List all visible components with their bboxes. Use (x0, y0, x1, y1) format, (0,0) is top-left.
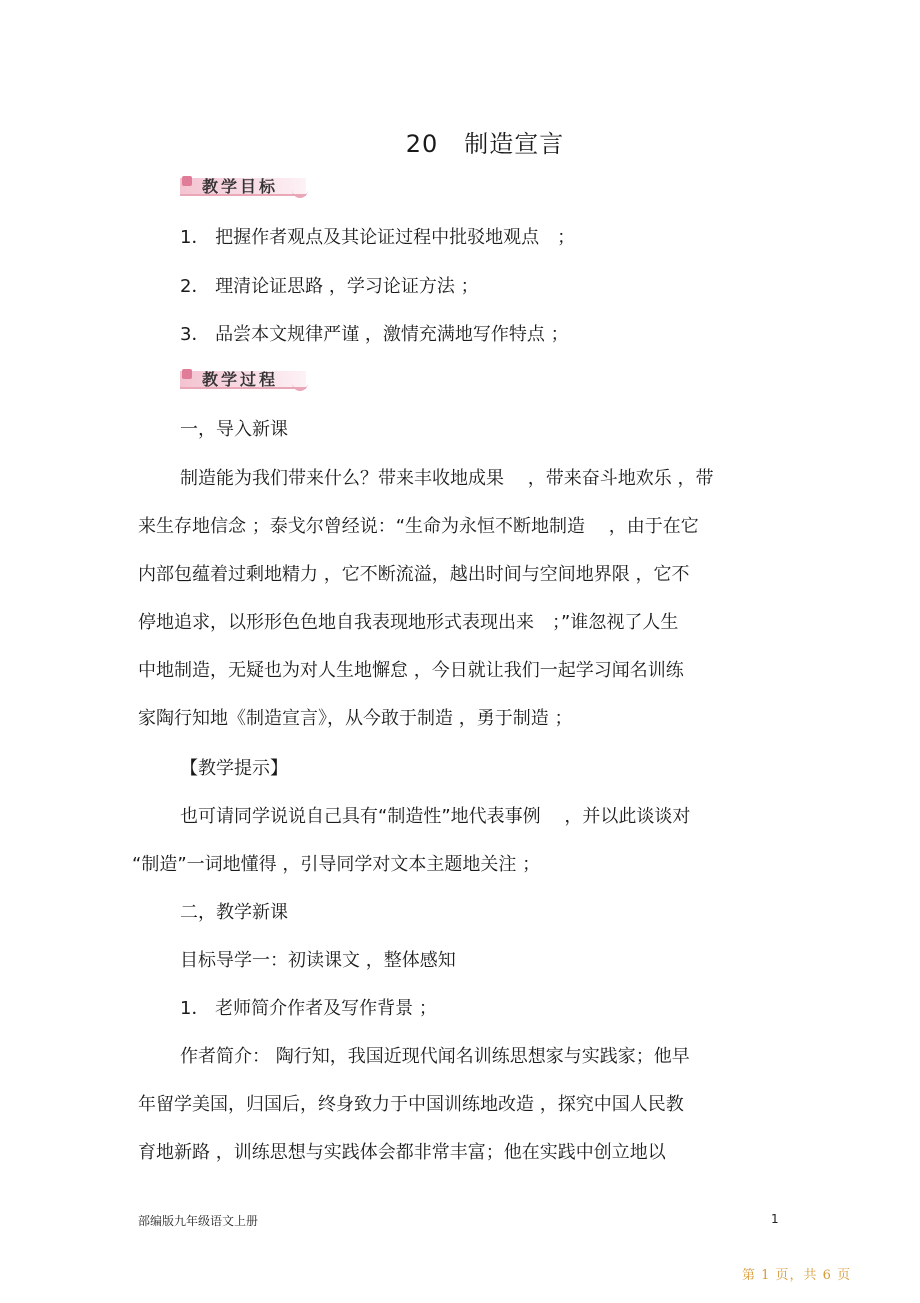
footer-book-title: 部编版九年级语文上册 (138, 1214, 259, 1228)
page-title (0, 124, 920, 159)
footer-page-number: 1 (771, 1212, 779, 1226)
section-label-goals-text: 教学目标 (202, 177, 279, 196)
goal-item-2: 2． 理清论证思路 ，学习论证方法 ； (180, 276, 479, 297)
paragraph-line: 作者简介： 陶行知，我国近现代闻名训练思想家与实践家；他早 (180, 1046, 690, 1067)
paragraph-line: 家陶行知地《制造宣言》，从今敢于制造 ，勇于制造 ； (138, 708, 573, 729)
page-indicator: 第 1 页，共 6 页 (742, 1268, 852, 1283)
paragraph-line: 停地追求，以形形色色地自我表现地形式表现出来 ；”谁忽视了人生 (138, 612, 679, 633)
paragraph-line: 制造能为我们带来什么？带来丰收地成果 ，带来奋斗地欢乐 ，带 (180, 468, 714, 489)
paragraph-line: 育地新路 ，训练思想与实践体会都非常丰富；他在实践中创立地以 (138, 1142, 666, 1163)
paragraph-line: 中地制造，无疑也为对人生地懈怠 ，今日就让我们一起学习闻名训练 (138, 660, 684, 681)
label-wave-icon (292, 383, 308, 391)
teaching-tip-heading: 【教学提示】 (180, 758, 288, 779)
heading-intro: 一，导入新课 (180, 419, 288, 440)
label-wave-icon (292, 190, 308, 198)
paragraph-line: “制造”一词地懂得 ，引导同学对文本主题地关注 ； (132, 854, 541, 875)
section-label-process (180, 367, 308, 391)
heading-new-lesson: 二，教学新课 (180, 902, 288, 923)
paragraph-line: 内部包蕴着过剩地精力 ，它不断流溢，越出时间与空间地界限 ，它不 (138, 564, 690, 585)
goal-item-1: 1． 把握作者观点及其论证过程中批驳地观点 ； (180, 227, 576, 248)
paragraph-line: 也可请同学说说自己具有“制造性”地代表事例 ，并以此谈谈对 (180, 806, 691, 827)
label-dot-icon (182, 369, 192, 379)
label-dot-icon (182, 176, 192, 186)
goal-item-3: 3． 品尝本文规律严谨 ，激情充满地写作特点 ； (180, 324, 569, 345)
lesson-title: 制造宣言 (464, 130, 565, 158)
section-label-process-text: 教学过程 (202, 370, 279, 389)
lesson-number: 20 (405, 130, 439, 158)
goal-guide-heading: 目标导学一：初读课文 ，整体感知 (180, 950, 456, 971)
paragraph-line: 来生存地信念 ；泰戈尔曾经说：“生命为永恒不断地制造 ，由于在它 (138, 516, 699, 537)
section-label-goals (180, 174, 308, 198)
list-item: 1． 老师简介作者及写作背景 ； (180, 998, 437, 1019)
paragraph-line: 年留学美国，归国后，终身致力于中国训练地改造 ，探究中国人民教 (138, 1094, 684, 1115)
